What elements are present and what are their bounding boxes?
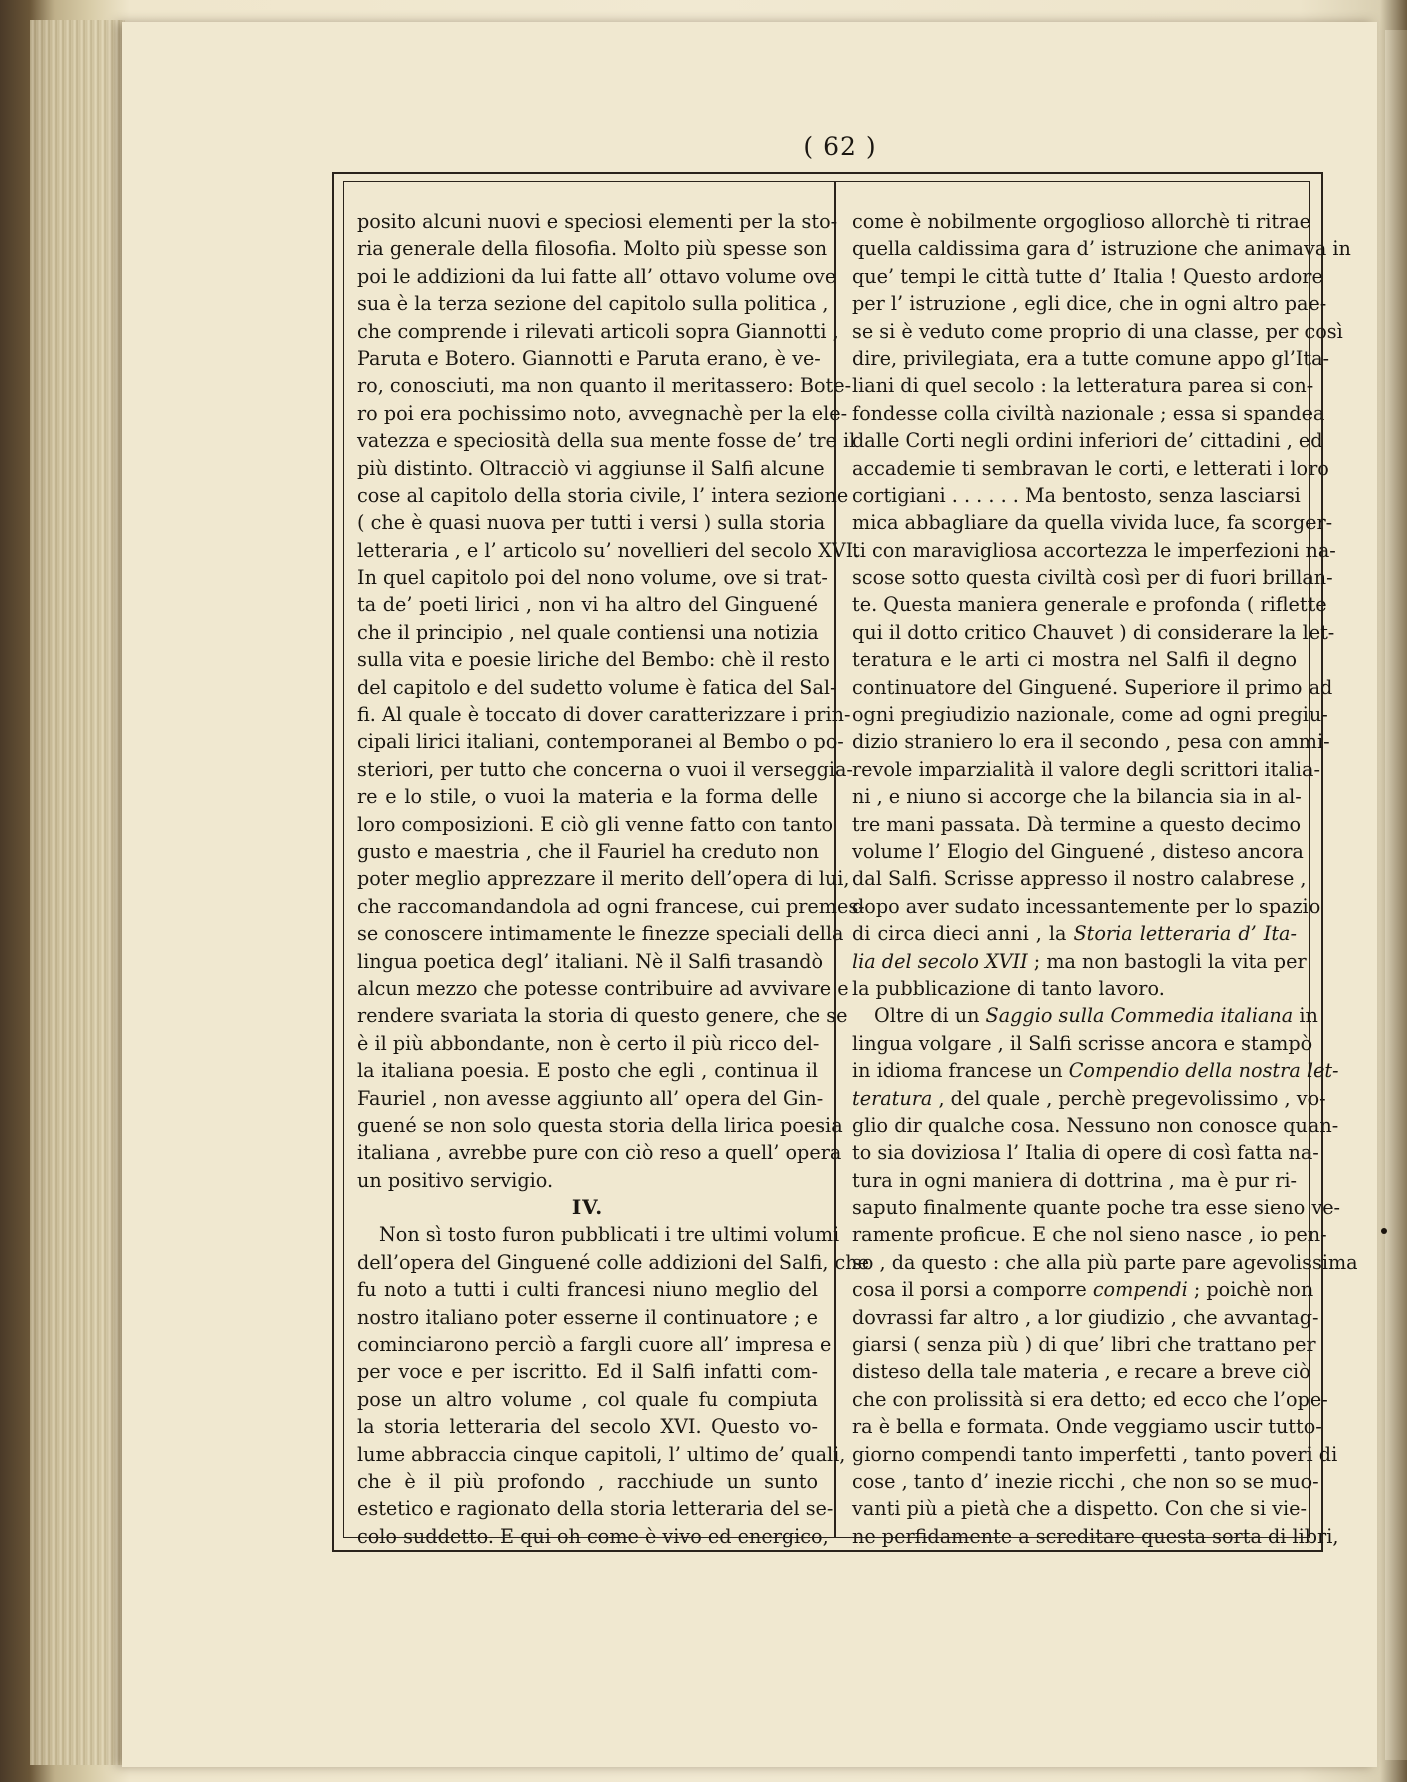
text-line: quella caldissima gara d’ istruzione che animava in xyxy=(852,237,1351,261)
text-line: liani di quel secolo : la letteratura parea si con- xyxy=(852,374,1314,398)
text-line: tre mani passata. Dà termine a questo decimo xyxy=(852,812,1302,836)
text-line: per l’ istruzione , egli dice, che in ogni altro pae- xyxy=(852,292,1327,316)
text-line: que’ tempi le città tutte d’ Italia ! Questo ardore xyxy=(852,264,1323,288)
text-line: se conoscere intimamente le finezze speciali della xyxy=(357,922,844,946)
text-line: re e lo stile, o vuoi la materia e la forma delle xyxy=(357,785,818,809)
text-line: fi. Al quale è toccato di dover caratterizzare i prin- xyxy=(357,703,851,727)
text-line: del capitolo e del sudetto volume è fatica del Sal- xyxy=(357,675,837,699)
text-line: Oltre di un Saggio sulla Commedia italiana in xyxy=(874,1004,1318,1028)
text-line: che il principio , nel quale contiensi una notizia xyxy=(357,620,819,644)
page-number: ( 62 ) xyxy=(803,132,877,161)
text-line: la pubblicazione di tanto lavoro. xyxy=(852,976,1165,1000)
text-line: che raccomandandola ad ogni francese, cui premes- xyxy=(357,894,865,918)
text-line: ( che è quasi nuova per tutti i versi ) sulla storia xyxy=(357,511,826,535)
text-line: che con prolissità si era detto; ed ecco che l’ope- xyxy=(852,1387,1328,1411)
text-line: continuatore del Ginguené. Superiore il primo ad xyxy=(852,675,1333,699)
text-line: ne perfidamente a screditare questa sorta di libri, xyxy=(852,1524,1339,1548)
text-line: dal Salfi. Scrisse appresso il nostro calabrese , xyxy=(852,867,1307,891)
text-line: qui il dotto critico Chauvet ) di considerare la let- xyxy=(852,620,1335,644)
text-line: guené se non solo questa storia della lirica poesia xyxy=(357,1113,843,1137)
text-line: lume abbraccia cinque capitoli, l’ ultimo de’ quali, xyxy=(357,1442,846,1466)
text-line: ogni pregiudizio nazionale, come ad ogni pregiu- xyxy=(852,703,1328,727)
text-line: gusto e maestria , che il Fauriel ha creduto non xyxy=(357,839,819,863)
text-line: Paruta e Botero. Giannotti e Paruta erano, è ve- xyxy=(357,346,821,370)
text-line: se si è veduto come proprio di una classe, per così xyxy=(852,319,1343,343)
section-heading: IV. xyxy=(571,1195,604,1220)
text-line: italiana , avrebbe pure con ciò reso a quell’ opera xyxy=(357,1141,842,1165)
text-line: steriori, per tutto che concerna o vuoi il verseggia- xyxy=(357,757,853,781)
right-text-column xyxy=(852,208,1358,1550)
text-line: ro poi era pochissimo noto, avvegnachè per la ele- xyxy=(357,401,848,425)
text-line: ra è bella e formata. Onde veggiamo uscir tutto- xyxy=(852,1415,1322,1439)
text-line: la storia letteraria del secolo XVI. Questo vo- xyxy=(357,1415,818,1439)
text-line: In quel capitolo poi del nono volume, ove si trat- xyxy=(357,566,828,590)
text-line: cipali lirici italiani, contemporanei al Bembo o po- xyxy=(357,730,844,754)
text-line: Non sì tosto furon pubblicati i tre ultimi volumi xyxy=(379,1223,840,1247)
text-line: ro, conosciuti, ma non quanto il meritassero: Bote- xyxy=(357,374,852,398)
text-line: per voce e per iscritto. Ed il Salfi infatti com- xyxy=(357,1360,818,1384)
text-line: fu noto a tutti i culti francesi niuno meglio del xyxy=(357,1278,818,1302)
text-line: dalle Corti negli ordini inferiori de’ cittadini , ed xyxy=(852,429,1323,453)
text-line: lia del secolo XVII ; ma non bastogli la vita per xyxy=(852,949,1307,973)
text-line: loro composizioni. E ciò gli venne fatto con tanto xyxy=(357,812,834,836)
text-line: lingua poetica degl’ italiani. Nè il Salfi trasandò xyxy=(357,949,824,973)
text-line: ramente proficue. E che nol sieno nasce , io pen- xyxy=(852,1223,1327,1247)
text-line: scose sotto questa civiltà così per di fuori brillan- xyxy=(852,566,1333,590)
text-line: di circa dieci anni , la Storia letteraria d’ Ita- xyxy=(852,922,1297,946)
text-line: dopo aver sudato incessantemente per lo spazio xyxy=(852,894,1321,918)
text-line: to sia doviziosa l’ Italia di opere di così fatta na- xyxy=(852,1141,1319,1165)
text-line: la italiana poesia. E posto che egli , continua il xyxy=(357,1059,818,1083)
text-line: poter meglio apprezzare il merito dell’opera di lui, xyxy=(357,867,850,891)
text-line: mica abbagliare da quella vivida luce, fa scorger- xyxy=(852,511,1333,535)
text-line: cose , tanto d’ inezie ricchi , che non so se muo- xyxy=(852,1469,1319,1493)
text-line: ni , e niuno si accorge che la bilancia sia in al- xyxy=(852,785,1302,809)
ink-speck xyxy=(1381,1228,1387,1234)
text-line: dire, privilegiata, era a tutte comune appo gl’Ita- xyxy=(852,346,1330,370)
text-line: che comprende i rilevati articoli sopra Giannotti , xyxy=(357,319,839,343)
text-line: Fauriel , non avesse aggiunto all’ opera del Gin- xyxy=(357,1086,824,1110)
text-line: ta de’ poeti lirici , non vi ha altro del Ginguené xyxy=(357,593,818,617)
text-line: che è il più profondo , racchiude un sunto xyxy=(357,1469,818,1493)
text-line: saputo finalmente quante poche tra esse sieno ve- xyxy=(852,1196,1341,1220)
text-line: ti con maravigliosa accortezza le imperfezioni na- xyxy=(852,538,1336,562)
text-line: come è nobilmente orgoglioso allorchè ti ritrae xyxy=(852,210,1312,233)
text-line: glio dir qualche cosa. Nessuno non conosce quan- xyxy=(852,1113,1339,1137)
text-line: rendere svariata la storia di questo genere, che se xyxy=(357,1004,848,1028)
text-line: poi le addizioni da lui fatte all’ ottavo volume ove xyxy=(357,264,837,288)
text-line: letteraria , e l’ articolo su’ novellieri del secolo XVI. xyxy=(357,538,860,562)
facing-page-edge xyxy=(1385,30,1407,1760)
text-line: dizio straniero lo era il secondo , pesa con ammi- xyxy=(852,730,1330,754)
text-line: sulla vita e poesie liriche del Bembo: chè il resto xyxy=(357,648,830,672)
text-line: colo suddetto. E qui oh come è vivo ed energico, xyxy=(357,1524,829,1548)
text-line: un positivo servigio. xyxy=(357,1168,554,1192)
text-line: posito alcuni nuovi e speciosi elementi per la sto- xyxy=(357,210,838,233)
text-line: in idioma francese un Compendio della nostra let- xyxy=(852,1059,1339,1083)
text-line: dovrassi far altro , a lor giudizio , che avvantag- xyxy=(852,1305,1319,1329)
text-line: so , da questo : che alla più parte pare agevolissima xyxy=(852,1250,1358,1274)
text-line: cosa il porsi a comporre compendi ; poichè non xyxy=(852,1278,1314,1302)
text-line: tura in ogni maniera di dottrina , ma è pur ri- xyxy=(852,1168,1297,1192)
text-line: revole imparzialità il valore degli scrittori italia- xyxy=(852,757,1320,781)
text-line: teratura , del quale , perchè pregevolissimo , vo- xyxy=(852,1086,1326,1110)
text-line: giarsi ( senza più ) di que’ libri che trattano per xyxy=(852,1333,1316,1357)
text-line: nostro italiano poter esserne il continuatore ; e xyxy=(357,1305,818,1329)
text-line: dell’opera del Ginguené colle addizioni del Salfi, che xyxy=(357,1250,870,1274)
text-line: fondesse colla civiltà nazionale ; essa si spandea xyxy=(852,401,1325,425)
text-line: cominciarono perciò a fargli cuore all’ impresa e xyxy=(357,1333,832,1357)
page-edges xyxy=(30,20,125,1765)
text-line: te. Questa maniera generale e profonda ( riflette xyxy=(852,593,1327,617)
text-line: sua è la terza sezione del capitolo sulla politica , xyxy=(357,292,829,316)
text-line: vatezza e speciosità della sua mente fosse de’ tre il xyxy=(357,429,856,453)
text-line: è il più abbondante, non è certo il più ricco del- xyxy=(357,1031,820,1055)
text-line: vanti più a pietà che a dispetto. Con che si vie- xyxy=(852,1497,1308,1521)
text-line: teratura e le arti ci mostra nel Salfi il degno xyxy=(852,648,1297,672)
left-text-column xyxy=(357,208,870,1550)
text-line: cose al capitolo della storia civile, l’ intera sezione xyxy=(357,483,849,507)
text-line: lingua volgare , il Salfi scrisse ancora e stampò xyxy=(852,1031,1313,1055)
text-line: cortigiani . . . . . . Ma bentosto, senza lasciarsi xyxy=(852,483,1301,507)
text-line: accademie ti sembravan le corti, e letterati i loro xyxy=(852,456,1329,480)
text-line: giorno compendi tanto imperfetti , tanto poveri di xyxy=(852,1442,1338,1466)
text-line: pose un altro volume , col quale fu compiuta xyxy=(357,1387,818,1411)
text-line: estetico e ragionato della storia letteraria del se- xyxy=(357,1497,834,1521)
text-line: alcun mezzo che potesse contribuire ad avvivare e xyxy=(357,976,849,1000)
text-line: più distinto. Oltracciò vi aggiunse il Salfi alcune xyxy=(357,456,825,480)
text-line: ria generale della filosofia. Molto più spesse son xyxy=(357,237,828,261)
text-line: volume l’ Elogio del Ginguené , disteso ancora xyxy=(852,839,1304,863)
text-line: disteso della tale materia , e recare a breve ciò xyxy=(852,1360,1311,1384)
